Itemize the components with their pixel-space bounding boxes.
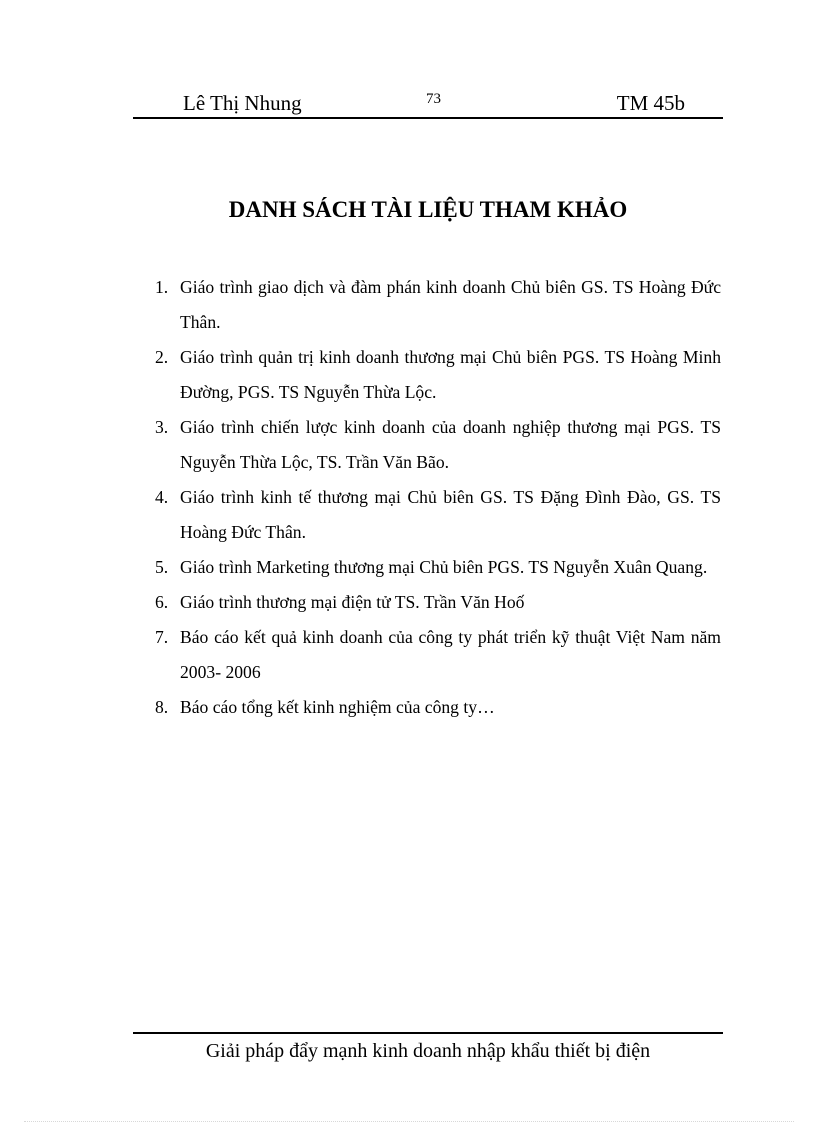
reference-item-6	[150, 585, 721, 620]
reference-item-5	[150, 550, 721, 585]
header-author: Lê Thị Nhung	[183, 91, 302, 115]
reference-item-8	[150, 690, 721, 725]
reference-text: Báo cáo kết quả kinh doanh của công ty phát triển kỹ thuật Việt Nam năm 2003- 2006	[180, 627, 721, 682]
reference-text: Giáo trình quản trị kinh doanh thương mại Chủ biên PGS. TS Hoàng Minh Đường, PGS. TS Nguyễn Thừa Lộc.	[180, 347, 721, 402]
reference-text: Giáo trình giao dịch và đàm phán kinh doanh Chủ biên GS. TS Hoàng Đức Thân.	[180, 277, 721, 332]
reference-number: 3.	[155, 417, 169, 437]
page-header	[133, 88, 723, 120]
reference-text: Báo cáo tổng kết kinh nghiệm của công ty…	[180, 697, 495, 717]
header-rule	[133, 117, 723, 119]
footer-rule	[133, 1032, 723, 1034]
reference-number: 2.	[155, 347, 169, 367]
header-page-number: 73	[426, 91, 441, 107]
reference-text: Giáo trình chiến lược kinh doanh của doanh nghiệp thương mại PGS. TS Nguyễn Thừa Lộc, TS. Trần Văn Bão.	[180, 417, 721, 472]
reference-list	[150, 270, 721, 725]
reference-item-7	[150, 620, 721, 690]
footer-text: Giải pháp đẩy mạnh kinh doanh nhập khẩu thiết bị điện	[205, 1040, 651, 1062]
reference-number: 4.	[155, 487, 169, 507]
page-footer	[133, 1030, 723, 1070]
header-code: TM 45b	[616, 91, 685, 115]
reference-item-4	[150, 480, 721, 550]
page-title: DANH SÁCH TÀI LIỆU THAM KHẢO	[228, 197, 628, 222]
reference-number: 6.	[155, 592, 169, 612]
reference-item-2	[150, 340, 721, 410]
reference-text: Giáo trình kinh tế thương mại Chủ biên GS. TS Đặng Đình Đào, GS. TS Hoàng Đức Thân.	[180, 487, 721, 542]
reference-text: Giáo trình thương mại điện tử TS. Trần Văn Hoố	[180, 592, 525, 612]
reference-number: 1.	[155, 277, 169, 297]
reference-text: Giáo trình Marketing thương mại Chủ biên PGS. TS Nguyễn Xuân Quang.	[180, 557, 708, 577]
reference-item-3	[150, 410, 721, 480]
reference-item-1	[150, 270, 721, 340]
reference-number: 5.	[155, 557, 169, 577]
page-bottom-border	[24, 1121, 794, 1122]
reference-number: 8.	[155, 697, 169, 717]
reference-number: 7.	[155, 627, 169, 647]
